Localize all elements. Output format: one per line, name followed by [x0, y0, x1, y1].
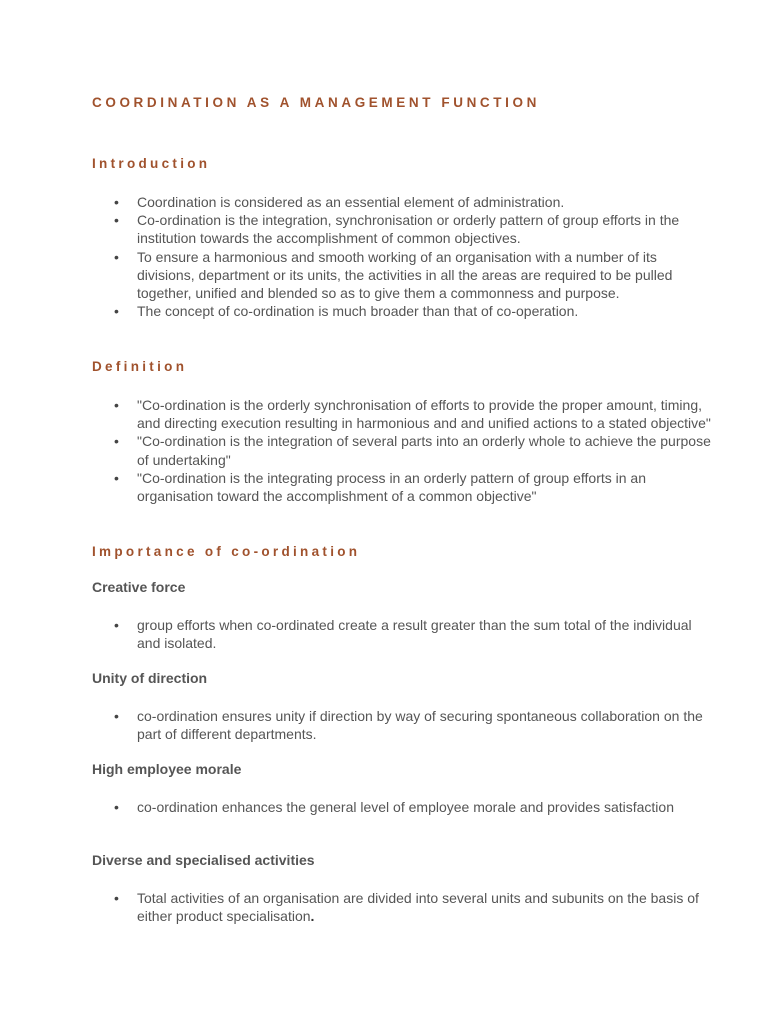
list-item: • co-ordination enhances the general level of employee morale and provides satisfaction [92, 798, 712, 816]
list-item: • co-ordination ensures unity if direction by way of securing spontaneous collaboration on the part of different departments. [92, 707, 712, 743]
creative-force-list [92, 616, 712, 652]
diverse-activities-list [92, 889, 712, 925]
list-item-end-mark: . [310, 908, 315, 925]
creative-force-heading: Creative force [92, 579, 186, 595]
list-item: • "Co-ordination is the integrating process in an orderly pattern of group efforts in an organisation toward the accomplishment of a common objective" [92, 469, 712, 505]
introduction-heading: Introduction [92, 156, 211, 171]
list-item: • The concept of co-ordination is much broader than that of co-operation. [92, 302, 712, 320]
definition-list [92, 396, 712, 505]
list-item: • To ensure a harmonious and smooth working of an organisation with a number of its divisions, department or its units, the activities in all the areas are required to be pulled together, unified and blended so as to give them a commonness and purpose. [92, 248, 712, 303]
list-item: • group efforts when co-ordinated create a result greater than the sum total of the individual and isolated. [92, 616, 712, 652]
introduction-list [92, 193, 712, 320]
list-item [92, 889, 712, 925]
importance-heading: Importance of co-ordination [92, 544, 361, 559]
document-title: COORDINATION AS A MANAGEMENT FUNCTION [92, 95, 540, 110]
list-item: • Coordination is considered as an essential element of administration. [92, 193, 712, 211]
diverse-activities-heading: Diverse and specialised activities [92, 852, 315, 868]
unity-of-direction-heading: Unity of direction [92, 670, 208, 686]
list-item: • "Co-ordination is the orderly synchronisation of efforts to provide the proper amount, timing, and directing execution resulting in harmonious and and unified actions to a stated objective" [92, 396, 712, 432]
unity-of-direction-list [92, 707, 712, 743]
high-employee-morale-heading: High employee morale [92, 761, 242, 777]
list-item-text: Total activities of an organisation are divided into several units and subunits on the basis of either product specialisation [137, 890, 699, 925]
high-employee-morale-list [92, 798, 712, 816]
list-item: • "Co-ordination is the integration of several parts into an orderly whole to achieve the purpose of undertaking" [92, 432, 712, 468]
definition-heading: Definition [92, 359, 188, 374]
list-item: • Co-ordination is the integration, synchronisation or orderly pattern of group efforts in the institution towards the accomplishment of common objectives. [92, 211, 712, 247]
